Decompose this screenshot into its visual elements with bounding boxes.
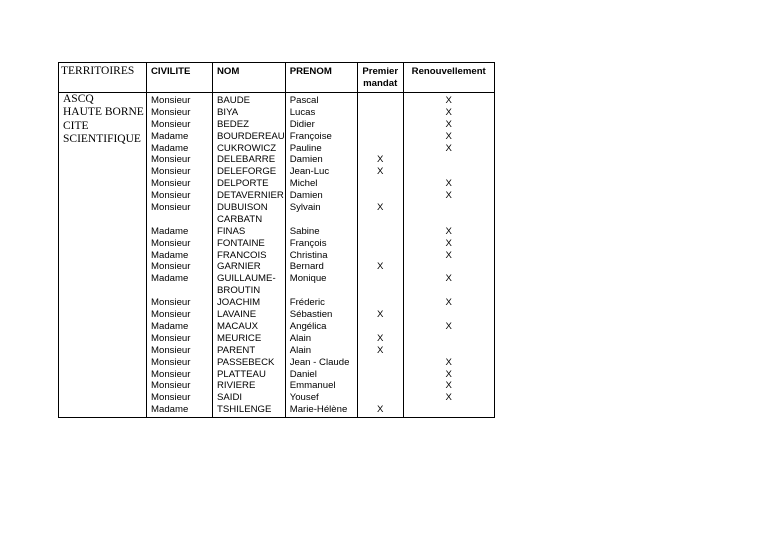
prenom-cell: Jean-Luc	[289, 166, 330, 178]
civilite-cell: Monsieur	[151, 178, 191, 190]
nom-line: DETAVERNIER	[217, 190, 284, 202]
civilite-cell: Monsieur	[151, 166, 191, 178]
renouvellement-mark: X	[445, 130, 452, 142]
premier-mandat-mark	[358, 369, 403, 381]
civilite-cell: Monsieur	[151, 190, 191, 202]
prenom-cell: Monique	[289, 273, 327, 285]
nom-line: DELEFORGE	[217, 166, 277, 178]
prenom-column	[285, 93, 357, 418]
nom-cell	[217, 107, 285, 119]
nom-cell	[217, 95, 285, 107]
nom-line: PASSEBECK	[217, 356, 275, 368]
nom-line: BROUTIN	[217, 285, 261, 297]
prenom-cell: Damien	[289, 154, 323, 166]
premier-mandat-mark	[358, 250, 403, 262]
premier-mandat-mark: X	[377, 332, 384, 344]
premier-mandat-mark	[358, 226, 403, 238]
renouvellement-mark: X	[445, 237, 452, 249]
prenom-cell: Angélica	[289, 320, 327, 332]
civilite-cell: Madame	[151, 404, 189, 416]
header-prenom: PRENOM	[285, 63, 357, 93]
renouvellement-mark	[404, 202, 494, 226]
nom-line: MACAUX	[217, 320, 259, 332]
renouvellement-mark: X	[445, 118, 452, 130]
nom-line: BAUDE	[217, 95, 251, 106]
nom-cell	[217, 154, 285, 166]
nom-cell	[217, 238, 285, 250]
civilite-cell: Monsieur	[151, 261, 191, 273]
premier-mandat-mark: X	[377, 166, 384, 178]
nom-cell	[217, 226, 285, 238]
nom-line: LAVAINE	[217, 309, 257, 321]
prenom-cell: Damien	[289, 190, 323, 202]
prenom-cell: Michel	[289, 178, 318, 190]
prenom-cell: Daniel	[289, 368, 317, 380]
prenom-cell: Françoise	[289, 130, 332, 142]
nom-line: DELPORTE	[217, 178, 269, 190]
nom-line: BIYA	[217, 106, 239, 118]
territoire-line: SCIENTIFIQUE	[63, 132, 141, 145]
renouvellement-mark: X	[445, 225, 452, 237]
civilite-cell: Monsieur	[151, 380, 191, 392]
renouvellement-mark	[404, 333, 494, 345]
nom-line: RIVIERE	[217, 380, 256, 392]
nom-line: DUBUISON	[217, 202, 268, 214]
nom-cell	[217, 202, 285, 226]
nom-cell	[217, 143, 285, 155]
prenom-cell: Fréderic	[289, 297, 325, 309]
nom-line: GUILLAUME-	[217, 273, 276, 285]
nom-cell	[217, 119, 285, 131]
prenom-cell: Marie-Hélène	[289, 404, 348, 416]
prenom-cell: Emmanuel	[289, 380, 336, 392]
prenom-cell: Yousef	[289, 392, 319, 404]
header-civilite: CIVILITE	[147, 63, 213, 93]
nom-cell	[217, 309, 285, 321]
renouvellement-mark: X	[445, 297, 452, 309]
renouvellement-mark	[404, 309, 494, 321]
nom-line: MEURICE	[217, 332, 262, 344]
elected-officials-table	[58, 62, 495, 418]
civilite-cell: Monsieur	[151, 154, 191, 166]
renouvellement-mark: X	[445, 320, 452, 332]
civilite-cell: Monsieur	[151, 309, 191, 321]
renouvellement-mark: X	[445, 368, 452, 380]
premier-mandat-mark	[358, 143, 403, 155]
nom-cell	[217, 369, 285, 381]
renouvellement-mark: X	[445, 380, 452, 392]
nom-line: DELEBARRE	[217, 154, 276, 166]
premier-mandat-mark	[358, 297, 403, 309]
prenom-cell: Lucas	[289, 106, 316, 118]
prenom-cell: Pascal	[289, 95, 319, 106]
header-renouvellement: Renouvellement	[403, 63, 494, 93]
renouvellement-mark: X	[445, 106, 452, 118]
nom-cell	[217, 166, 285, 178]
renouvellement-mark: X	[445, 273, 452, 285]
premier-mandat-mark	[358, 273, 403, 297]
renouvellement-mark: X	[445, 392, 452, 404]
premier-mandat-mark: X	[377, 261, 384, 273]
renouvellement-mark: X	[445, 142, 452, 154]
premier-mandat-mark	[358, 380, 403, 392]
nom-line: PARENT	[217, 344, 256, 356]
nom-cell	[217, 404, 285, 416]
nom-cell	[217, 190, 285, 202]
nom-line: FINAS	[217, 225, 246, 237]
civilite-cell: Monsieur	[151, 106, 191, 118]
civilite-cell: Monsieur	[151, 356, 191, 368]
civilite-cell: Monsieur	[151, 237, 191, 249]
prenom-cell: Sylvain	[289, 202, 321, 214]
nom-line: JOACHIM	[217, 297, 261, 309]
territoire-cell	[59, 93, 147, 418]
renouvellement-mark: X	[445, 249, 452, 261]
renouvellement-mark	[404, 261, 494, 273]
civilite-cell: Monsieur	[151, 95, 191, 106]
prenom-cell: Bernard	[289, 261, 324, 273]
premier-mandat-mark: X	[377, 202, 384, 214]
premier-mandat-mark: X	[377, 309, 384, 321]
header-row	[59, 63, 495, 93]
nom-line: BEDEZ	[217, 118, 249, 130]
civilite-cell: Madame	[151, 273, 189, 285]
premier-mandat-mark	[358, 95, 403, 107]
civilite-cell: Madame	[151, 142, 189, 154]
premier-mandat-column	[357, 93, 403, 418]
civilite-cell: Madame	[151, 320, 189, 332]
nom-cell	[217, 380, 285, 392]
nom-line: CUKROWICZ	[217, 142, 277, 154]
civilite-cell: Madame	[151, 249, 189, 261]
nom-cell	[217, 178, 285, 190]
premier-mandat-mark: X	[377, 344, 384, 356]
nom-cell	[217, 297, 285, 309]
prenom-cell: Alain	[289, 332, 312, 344]
civilite-cell: Monsieur	[151, 202, 191, 214]
nom-cell	[217, 261, 285, 273]
nom-line: FONTAINE	[217, 237, 265, 249]
nom-line: CARBATN	[217, 213, 263, 225]
header-premier-mandat: Premier mandat	[357, 63, 403, 93]
prenom-cell: Jean - Claude	[289, 356, 350, 368]
nom-line: FRANCOIS	[217, 249, 267, 261]
nom-cell	[217, 273, 285, 297]
nom-cell	[217, 345, 285, 357]
renouvellement-mark	[404, 154, 494, 166]
renouvellement-column	[403, 93, 494, 418]
civilite-cell: Monsieur	[151, 297, 191, 309]
prenom-cell: Pauline	[289, 142, 322, 154]
renouvellement-mark	[404, 166, 494, 178]
premier-mandat-mark	[358, 107, 403, 119]
header-territoires: TERRITOIRES	[59, 63, 147, 93]
prenom-cell: Sébastien	[289, 309, 333, 321]
renouvellement-mark: X	[445, 178, 452, 190]
nom-cell	[217, 357, 285, 369]
premier-mandat-mark	[358, 238, 403, 250]
territoire-line: ASCQ	[63, 93, 94, 105]
renouvellement-mark: X	[445, 95, 452, 106]
premier-mandat-mark: X	[377, 404, 384, 416]
prenom-cell: Alain	[289, 344, 312, 356]
civilite-cell: Monsieur	[151, 368, 191, 380]
renouvellement-mark: X	[445, 356, 452, 368]
prenom-cell: Christina	[289, 249, 328, 261]
header-nom: NOM	[213, 63, 286, 93]
nom-line: SAIDI	[217, 392, 243, 404]
territoire-line: HAUTE BORNE	[63, 106, 144, 119]
premier-mandat-mark	[358, 357, 403, 369]
civilite-cell: Madame	[151, 225, 189, 237]
nom-column	[213, 93, 286, 418]
civilite-cell: Monsieur	[151, 332, 191, 344]
premier-mandat-mark	[358, 190, 403, 202]
civilite-cell: Monsieur	[151, 118, 191, 130]
prenom-cell: Sabine	[289, 225, 320, 237]
nom-line: PLATTEAU	[217, 368, 266, 380]
table-body-row	[59, 93, 495, 418]
nom-cell	[217, 250, 285, 262]
nom-line: BOURDEREAU	[217, 130, 285, 142]
premier-mandat-mark: X	[377, 154, 384, 166]
premier-mandat-mark	[358, 119, 403, 131]
renouvellement-mark	[404, 345, 494, 357]
premier-mandat-mark	[358, 392, 403, 404]
premier-mandat-mark	[358, 321, 403, 333]
renouvellement-mark	[404, 404, 494, 416]
territoire-line: CITE	[63, 119, 89, 132]
civilite-cell: Monsieur	[151, 344, 191, 356]
nom-cell	[217, 321, 285, 333]
prenom-cell: François	[289, 237, 327, 249]
nom-line: GARNIER	[217, 261, 261, 273]
nom-cell	[217, 392, 285, 404]
civilite-column	[147, 93, 213, 418]
premier-mandat-mark	[358, 131, 403, 143]
nom-cell	[217, 333, 285, 345]
civilite-cell: Madame	[151, 130, 189, 142]
nom-line: TSHILENGE	[217, 404, 272, 416]
civilite-cell: Monsieur	[151, 392, 191, 404]
nom-cell	[217, 131, 285, 143]
renouvellement-mark: X	[445, 190, 452, 202]
prenom-cell: Didier	[289, 118, 315, 130]
premier-mandat-mark	[358, 178, 403, 190]
